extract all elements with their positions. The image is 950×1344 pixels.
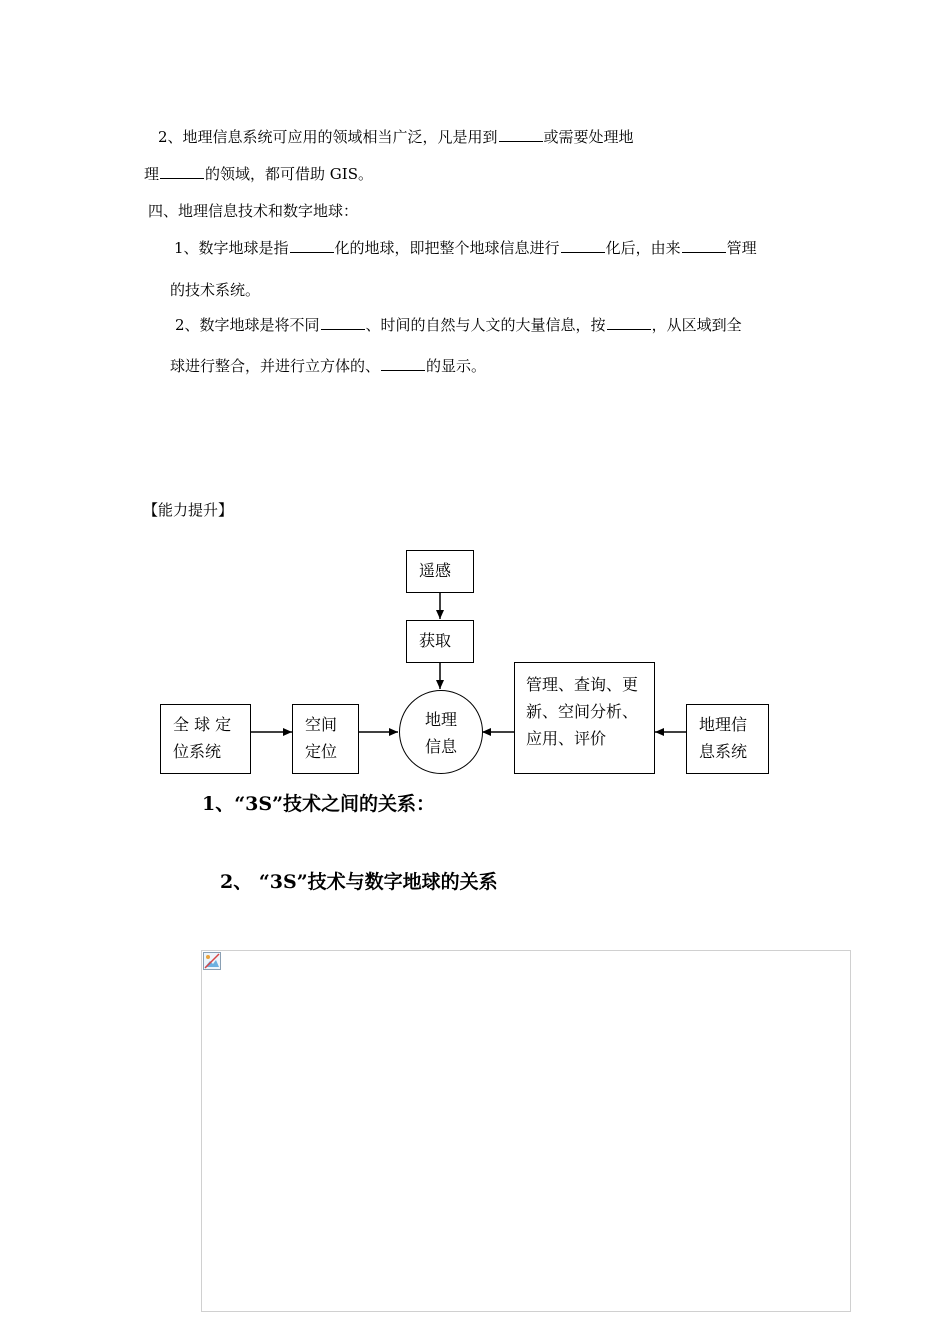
- gps-box: [160, 704, 251, 774]
- section4-title-text: 四、地理信息技术和数字地球：: [148, 202, 359, 220]
- spatial-label-2: 定位: [305, 742, 338, 761]
- gps-label-1: 全 球 定: [173, 715, 232, 734]
- q2-text-b: 或需要处理地: [543, 128, 634, 146]
- s4-q1-text-e: 的技术系统。: [170, 281, 261, 299]
- gps-label-2: 位系统: [173, 742, 222, 761]
- image-placeholder-frame: [201, 950, 851, 1312]
- question-1: [202, 792, 435, 816]
- geo-info-label-1: 地理: [424, 710, 457, 729]
- spatial-label-1: 空间: [305, 715, 338, 734]
- geo-info-circle: [399, 690, 483, 774]
- question-2: [220, 870, 498, 894]
- gis-label-1: 地理信: [699, 715, 748, 734]
- s4-q2-text-a: 2、数字地球是将不同: [175, 316, 320, 334]
- s4-q2-text-c: ，从区域到全: [651, 316, 742, 334]
- q2-text-d: 的领域，都可借助 GIS。: [205, 165, 373, 183]
- s4-q2-text-d: 球进行整合，并进行立方体的、: [170, 357, 381, 375]
- question-1-text: 1、“3S”技术之间的关系：: [202, 793, 436, 815]
- ability-title-text: 【能力提升】: [143, 501, 234, 519]
- acquire-box: [406, 620, 474, 663]
- s4-q1-text-b: 化的地球，即把整个地球信息进行: [334, 239, 560, 257]
- s4-q2-text-e: 的显示。: [426, 357, 487, 375]
- q2-text-c: 理: [144, 165, 160, 183]
- s4-q2-text-b: 、时间的自然与人文的大量信息，按: [365, 316, 606, 334]
- remote-sensing-box: [406, 550, 474, 593]
- geo-info-label-2: 信息: [424, 737, 457, 756]
- remote-sensing-label: 遥感: [419, 561, 452, 580]
- gis-label-2: 息系统: [699, 742, 748, 761]
- manage-label-3: 应用、评价: [526, 729, 607, 748]
- spatial-positioning-box: [292, 704, 359, 774]
- gis-box: [686, 704, 769, 774]
- manage-box: [514, 662, 655, 774]
- s4-q1-text-c: 化后，由来: [605, 239, 681, 257]
- q2-text-a: 2、地理信息系统可应用的领域相当广泛，凡是用到: [158, 128, 498, 146]
- s4-q1-text-a: 1、数字地球是指: [174, 239, 289, 257]
- manage-label-1: 管理、查询、更: [526, 675, 639, 694]
- question-2-text: 2、 “3S”技术与数字地球的关系: [220, 871, 498, 893]
- broken-image-icon: [203, 952, 221, 970]
- manage-label-2: 新、空间分析、: [526, 702, 639, 721]
- acquire-label: 获取: [419, 631, 452, 650]
- s4-q1-text-d: 管理: [726, 239, 757, 257]
